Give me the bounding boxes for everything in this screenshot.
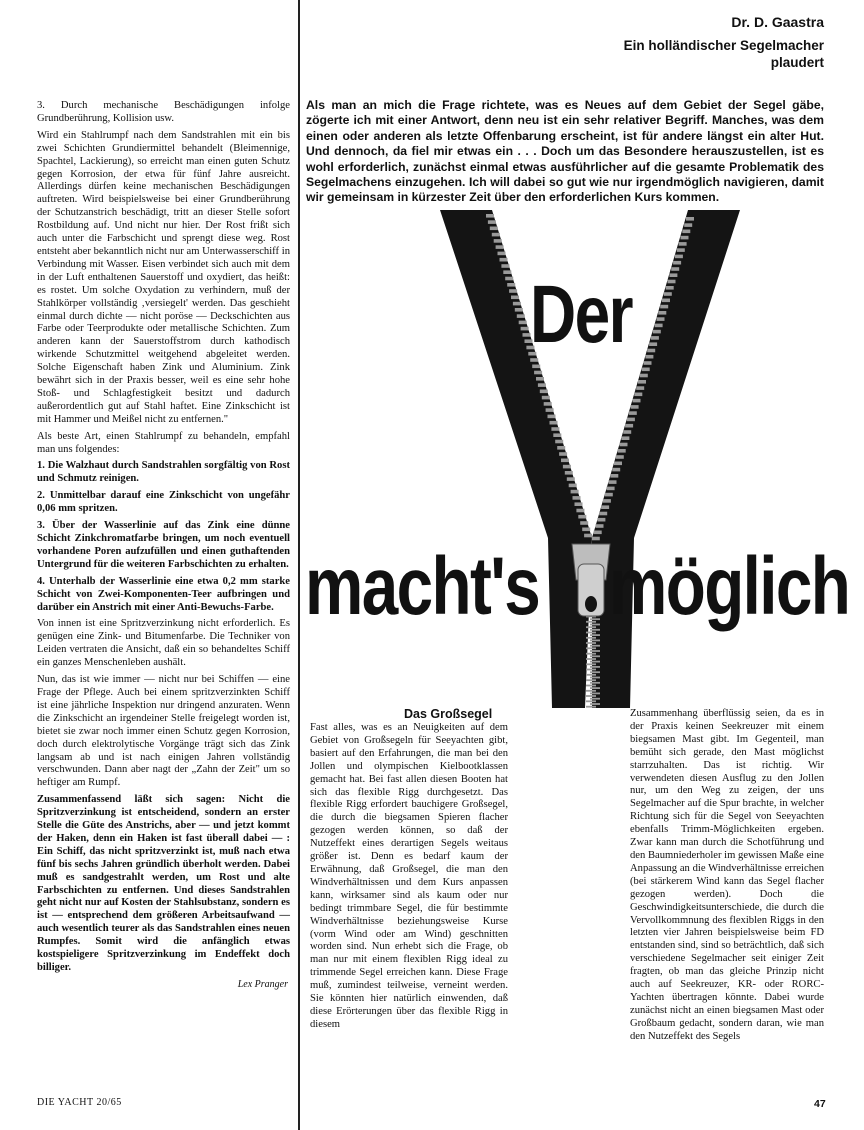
zipper-tooth: [490, 227, 498, 231]
zipper-tooth: [673, 261, 681, 265]
bold-paragraph: 4. Unterhalb der Wasserlinie eine etwa 0,2 mm starke Schicht von Zwei-Komponenten-Teer aufbringen und darüber ein Anstrich mit einer Anti-Bewuchs-Farbe.: [37, 575, 290, 613]
zipper-tooth: [590, 650, 600, 652]
zipper-tooth: [559, 452, 567, 456]
zipper-tooth: [597, 518, 605, 522]
zipper-tooth: [586, 632, 596, 634]
zipper-tooth: [586, 679, 596, 681]
zipper-tooth: [627, 418, 635, 422]
zipper-tooth: [492, 233, 500, 237]
zipper-tooth: [592, 537, 600, 541]
zipper-tooth: [586, 663, 596, 665]
bold-paragraph: 3. Über der Wasserlinie auf das Zink eine dünne Schicht Zinkchromatfarbe bringen, um noch eventuell vorhandene Poren aufzufüllen und einen guthaftenden Untergrund für die weiteren Farbschichten zu erhalten.: [37, 520, 290, 570]
zipper-tooth: [590, 693, 600, 695]
zipper-tooth: [580, 521, 588, 525]
zipper-tooth: [599, 512, 607, 516]
section-title: Das Großsegel: [404, 707, 493, 721]
lead-paragraph: Als man an mich die Frage richtete, was es Neues auf dem Gebiet der Segel gäbe, zögerte ich mit einer Antwort, denn neu ist ein sehr relativer Begriff. Manches, was dem einen oder anderen als letzte Offenbarung erscheint, ist für andere längst ein alter Hut. Und dennoch, da fiel mir etwas ein . . . Doch um das Besondere herauszustellen, ist es wohl erforderlich, zunächst einmal etwas ausführlicher auf die gesamte Problematik des Segelmachens einzugehen. Ich will dabei so gut wie nur irgendmöglich navigieren, damit wir gemeinsam in kürzester Zeit über den erforderlichen Kurs kommen.: [306, 98, 824, 205]
zipper-tooth: [647, 349, 655, 353]
zipper-tooth: [496, 245, 504, 249]
zipper-tooth: [590, 645, 600, 647]
zipper-tooth: [494, 239, 502, 243]
zipper-tooth: [586, 695, 596, 697]
zipper-tooth: [682, 230, 690, 234]
zipper-tooth: [590, 629, 600, 631]
zipper-tooth: [548, 415, 556, 419]
zipper-tooth: [553, 433, 561, 437]
zipper-tooth: [631, 405, 639, 409]
zipper-tooth: [603, 499, 611, 503]
zipper-tooth: [590, 666, 600, 668]
zipper-tooth: [507, 283, 515, 287]
zipper-tooth: [571, 490, 579, 494]
zipper-tooth: [534, 371, 542, 375]
zipper-tooth: [586, 626, 596, 628]
page-number: 47: [814, 1098, 826, 1110]
zipper-tooth: [644, 361, 652, 365]
zipper-tooth: [614, 462, 622, 466]
zipper-tooth: [658, 311, 666, 315]
zipper-tooth: [500, 258, 508, 262]
zipper-tooth: [653, 330, 661, 334]
zipper-tooth: [629, 411, 637, 415]
zipper-tooth: [575, 502, 583, 506]
zipper-tooth: [660, 305, 668, 309]
zipper-tooth: [498, 252, 506, 256]
zipper-tooth: [576, 509, 584, 513]
zipper-tooth: [519, 321, 527, 325]
zipper-tooth: [586, 700, 596, 702]
zipper-tooth: [590, 640, 600, 642]
zipper-tooth: [503, 270, 511, 274]
zipper-tooth: [586, 642, 596, 644]
zipper-tooth: [488, 220, 496, 224]
zipper-tooth: [621, 436, 629, 440]
zipper-tooth: [657, 317, 665, 321]
zipper-tooth: [517, 314, 525, 318]
right-column-article: [630, 708, 824, 1044]
zipper-tooth: [616, 455, 624, 459]
zipper-tooth: [638, 380, 646, 384]
zipper-slider-icon: [572, 544, 610, 616]
bold-paragraph: 2. Unmittelbar darauf eine Zinkschicht von ungefähr 0,06 mm spritzen.: [37, 490, 290, 515]
paragraph: Fast alles, was es an Neuigkeiten auf dem Gebiet von Großsegeln für Seeyachten gibt, basiert auf den Erfahrungen, die man bei den Jollen und olympischen Kielbootklassen gemacht hat. Bei fast allen diesen Booten hat sich das flexible Rigg durchgesetzt. Das flexible Rigg erfordert bauchigere Großsegel, die durch die biegsamen Spieren flacher gezogen werden können, so daß der Nutzeffekt eines derartigen Segels weitaus größer ist. Denn es bedarf kaum der Erwähnung, daß Großsegel, die man den Windverhältnissen und dem Kurs anpassen kann, wirksamer sind als kaum oder nur bedingt trimmbare Segel, die für bestimmte Windverhältnisse beziehungsweise Kurse (vorm Wind oder am Wind) geschnitten worden sind. Nun erhebt sich die Frage, ob man nur mit einem flexiblen Rigg ideal zu trimmende Segel erreichen kann. Diese Frage muß, zumindest teilweise, verneint werden. Sie könnten hier natürlich einwenden, daß diese Erörterungen über das flexible Rigg in diesem: [310, 722, 508, 1030]
zipper-tooth: [634, 393, 642, 397]
zipper-tooth: [590, 671, 600, 673]
zipper-tooth: [610, 474, 618, 478]
headline-moeglich: möglich: [609, 541, 850, 632]
zipper-tooth: [573, 496, 581, 500]
zipper-tooth: [607, 487, 615, 491]
zipper-tooth: [586, 653, 596, 655]
zipper-tooth: [590, 661, 600, 663]
zipper-tooth: [596, 524, 604, 528]
zipper-tooth: [509, 289, 517, 293]
zipper-tooth: [623, 430, 631, 434]
zipper-tooth: [590, 698, 600, 700]
zipper-tooth: [645, 355, 653, 359]
paragraph: 3. Durch mechanische Beschädigungen infolge Grundberührung, Kollision usw.: [37, 100, 290, 124]
zipper-tooth: [642, 368, 650, 372]
zipper-tooth: [625, 424, 633, 428]
author-signoff: Lex Pranger: [237, 978, 288, 990]
zipper-tooth: [505, 277, 513, 281]
zipper-tooth: [557, 446, 565, 450]
article-subtitle: Ein holländischer Segelmacher plaudert: [623, 38, 824, 70]
zipper-tooth: [586, 706, 596, 708]
zipper-tooth: [684, 223, 692, 227]
zipper-tooth: [601, 505, 609, 509]
zipper-tooth: [511, 296, 519, 300]
zipper-tooth: [669, 273, 677, 277]
zipper-tooth: [677, 248, 685, 252]
zipper-tooth: [565, 471, 573, 475]
zipper-tooth: [586, 674, 596, 676]
zipper-tooth: [590, 677, 600, 679]
paragraph: Nun, das ist wie immer — nicht nur bei Schiffen — eine Frage der Pflege. Auch bei einem spritzverzinkten Schiff ist eine jährliche Inspektion nur dringend anzuraten. Wenn die Zinkschicht an irgendeiner Stelle freigelegt worden ist, bietet sie zwar noch immer einen Schutz gegen Korrosion, doch durch elektrolytische Vorgänge trägt sich das Zink langsam ab und ist nach einigen Jahren vollständig verschwunden. Dann aber nagt der „Zahn der Zeit" um so heftiger am Rumpf.: [37, 674, 290, 789]
zipper-tooth: [609, 480, 617, 484]
zipper-tooth: [544, 402, 552, 406]
zipper-tooth: [633, 399, 641, 403]
zipper-tooth: [649, 342, 657, 346]
zipper-tooth: [586, 669, 596, 671]
zipper-tooth: [590, 687, 600, 689]
zipper-tooth: [662, 299, 670, 303]
zipper-tooth: [655, 324, 663, 328]
zipper-tooth: [586, 647, 596, 649]
zipper-tooth: [590, 682, 600, 684]
zipper-tooth: [586, 621, 596, 623]
middle-column-article: [310, 722, 508, 1032]
zipper-tooth: [550, 421, 558, 425]
zipper-tooth: [555, 440, 563, 444]
zipper-tooth: [590, 624, 600, 626]
zipper-tooth: [679, 242, 687, 246]
zipper-tooth: [590, 618, 600, 620]
zipper-tooth: [501, 264, 509, 268]
zipper-tooth: [668, 280, 676, 284]
zipper-tooth: [612, 468, 620, 472]
zipper-tooth: [546, 408, 554, 412]
zipper-tooth: [542, 396, 550, 400]
zipper-tooth: [563, 465, 571, 469]
zipper-tooth: [540, 390, 548, 394]
zipper-tooth: [584, 534, 592, 538]
zipper-tooth: [586, 690, 596, 692]
zipper-tooth: [551, 427, 559, 431]
zipper-tooth: [538, 383, 546, 387]
zipper-tooth: [675, 255, 683, 259]
zipper-tooth: [486, 214, 494, 218]
zipper-tooth: [532, 365, 540, 369]
zipper-tooth: [567, 477, 575, 481]
bold-paragraph: Zusammenfassend läßt sich sagen: Nicht die Spritzverzinkung ist entscheidend, sondern an erster Stelle die Güte des Anstrichs, aber — und jetzt kommt der Haken, denn ein Haken ist fast überall dabei — : Ein Schiff, das nicht spritzverzinkt ist, muß nach etwa fünf bis sechs Jahren gründlich überholt werden. Dabei muß es sandgestrahlt werden, um Rost und alte Farbschichten zu entfernen. Und dieses Sandstrahlen geht nicht nur auf Kosten der Stahlsubstanz, sondern es ist — entsprechend dem größeren Arbeitsaufwand — auch wesentlich teurer als das Sandstrahlen eines neuen Rumpfes. Somit wird die anfänglich etwas kostspieligere Spritzverzinkung im Endeffekt doch billiger.: [37, 794, 290, 973]
zipper-tooth: [636, 386, 644, 390]
paragraph: Von innen ist eine Spritzverzinkung nicht erforderlich. Es genügen eine Zink- und Bitumenfarbe. Die Techniker von Leiden vertraten die Ansicht, daß ein so behandeltes Schiff ein ganzes Menschenleben aushält.: [37, 618, 290, 669]
paragraph: Zusammenhang überflüssig seien, da es in der Praxis keinen Seekreuzer mit einem biegsamen Mast gibt. Im Gegenteil, man bemüht sich gerade, den Mast möglichst starrzuhalten. Das ist richtig. Wir verwendeten diesen Ausflug zu den Jollen nur, um den Weg zu zeigen, der uns Segelmacher auf die Spur brachte, in welcher Richtung sich für die Segel von Seeyachten ebenfalls Trimm-Möglichkeiten ergeben. Zwar kann man durch die Schotführung und den Baumniederholer im gewissen Maße eine Anpassung an die Windverhältnisse erreichen (bei stärkerem Wind kann das Segel flacher gezogen werden). Doch die Geschwindigkeitsunterschiede, die durch die Vervollkommnung des flexiblen Riggs in den letzten vier Jahren beispielsweise beim FD entstanden sind, sind so beträchtlich, daß sich verschiedene Segelmacher seit einiger Zeit fragten, ob man das gleiche Prinzip nicht auch auf Seekreuzer, KR- oder RORC-Yachten übertragen könnte. Dabei wurde zunächst nicht an einen biegsamen Mast oder Großbaum gedacht, sondern daran, wie man den Nutzeffekt des Segels: [630, 708, 824, 1042]
zipper-tooth: [671, 267, 679, 271]
magazine-footer: DIE YACHT 20/65: [37, 1097, 122, 1108]
zipper-tooth: [651, 336, 659, 340]
column-divider: [298, 0, 300, 1130]
zipper-tooth: [582, 528, 590, 532]
zipper-tooth: [681, 236, 689, 240]
author-name: Dr. D. Gaastra: [731, 14, 824, 30]
zipper-tooth: [618, 449, 626, 453]
zipper-tooth: [640, 374, 648, 378]
zipper-tooth: [578, 515, 586, 519]
zipper-tooth: [594, 531, 602, 535]
zipper-tooth: [536, 377, 544, 381]
zipper-tooth: [590, 703, 600, 705]
left-column-article: [37, 100, 290, 992]
headline-der: Der: [530, 269, 632, 360]
zipper-tooth: [666, 286, 674, 290]
bold-paragraph: 1. Die Walzhaut durch Sandstrahlen sorgfältig von Rost und Schmutz reinigen.: [37, 460, 290, 485]
zipper-tooth: [686, 217, 694, 221]
zipper-tooth: [569, 484, 577, 488]
zipper-tooth: [586, 637, 596, 639]
zipper-tooth: [664, 292, 672, 296]
zipper-tooth: [521, 327, 529, 331]
zipper-tooth: [590, 634, 600, 636]
zipper-tooth: [515, 308, 523, 312]
zipper-tooth: [586, 685, 596, 687]
zipper-tooth: [586, 658, 596, 660]
zipper-tooth: [605, 493, 613, 497]
zipper-tooth: [561, 459, 569, 463]
zipper-tooth: [620, 443, 628, 447]
zipper-tooth: [513, 302, 521, 306]
headline-machts: macht's: [305, 541, 540, 632]
paragraph: Als beste Art, einen Stahlrumpf zu behandeln, empfahl man uns folgendes:: [37, 430, 290, 455]
zipper-tooth: [590, 655, 600, 657]
paragraph: Wird ein Stahlrumpf nach dem Sandstrahlen mit ein bis zwei Schichten Grundiermittel behandelt (Bleimennige, Spachtel, Lackierung), so erreicht man einen guten Schutz gegen Korrosion, der etwa für fünf Jahre ausreicht. Allerdings dürfen keine mechanischen Beschädigungen auftreten. Wird beispielsweise bei einer Grundberührung der Schutzanstrich beschädigt, tritt an dieser Stelle sofort Rostbildung auf. Und nicht nur hier. Der Rost frißt sich auch unter die Farbschicht und sprengt diese weg. Rost entsteht aber bekanntlich nicht nur am Unterwasserschiff in Verbindung mit Wasser. Eisen verbindet sich auch mit dem in der Luft enthaltenen Sauerstoff und oxydiert, das heißt: es rostet. Um solche Oxydation zu verhindern, muß der Stahlkörper vollständig ‚versiegelt' werden. Das geschieht einmal durch dichte — nicht poröse — Deckschichten aus Farbe oder Teerprodukte oder metallische Schichten. Zum anderen kann der Sauerstoffstrom durch kathodisch wirkende Schutzmittel weitgehend abgeleitet werden. Solche Eigenschaft haben Zink und Aluminium. Zink bewährt sich in der Praxis besser, weil es eine sehr hohe Stoß- und Schlagfestigkeit besitzt und dadurch außerordentlich gut auf Stahl haftet. Eine Zinkschicht ist mit Hammer und Meißel nicht zu entfernen.": [37, 129, 290, 425]
